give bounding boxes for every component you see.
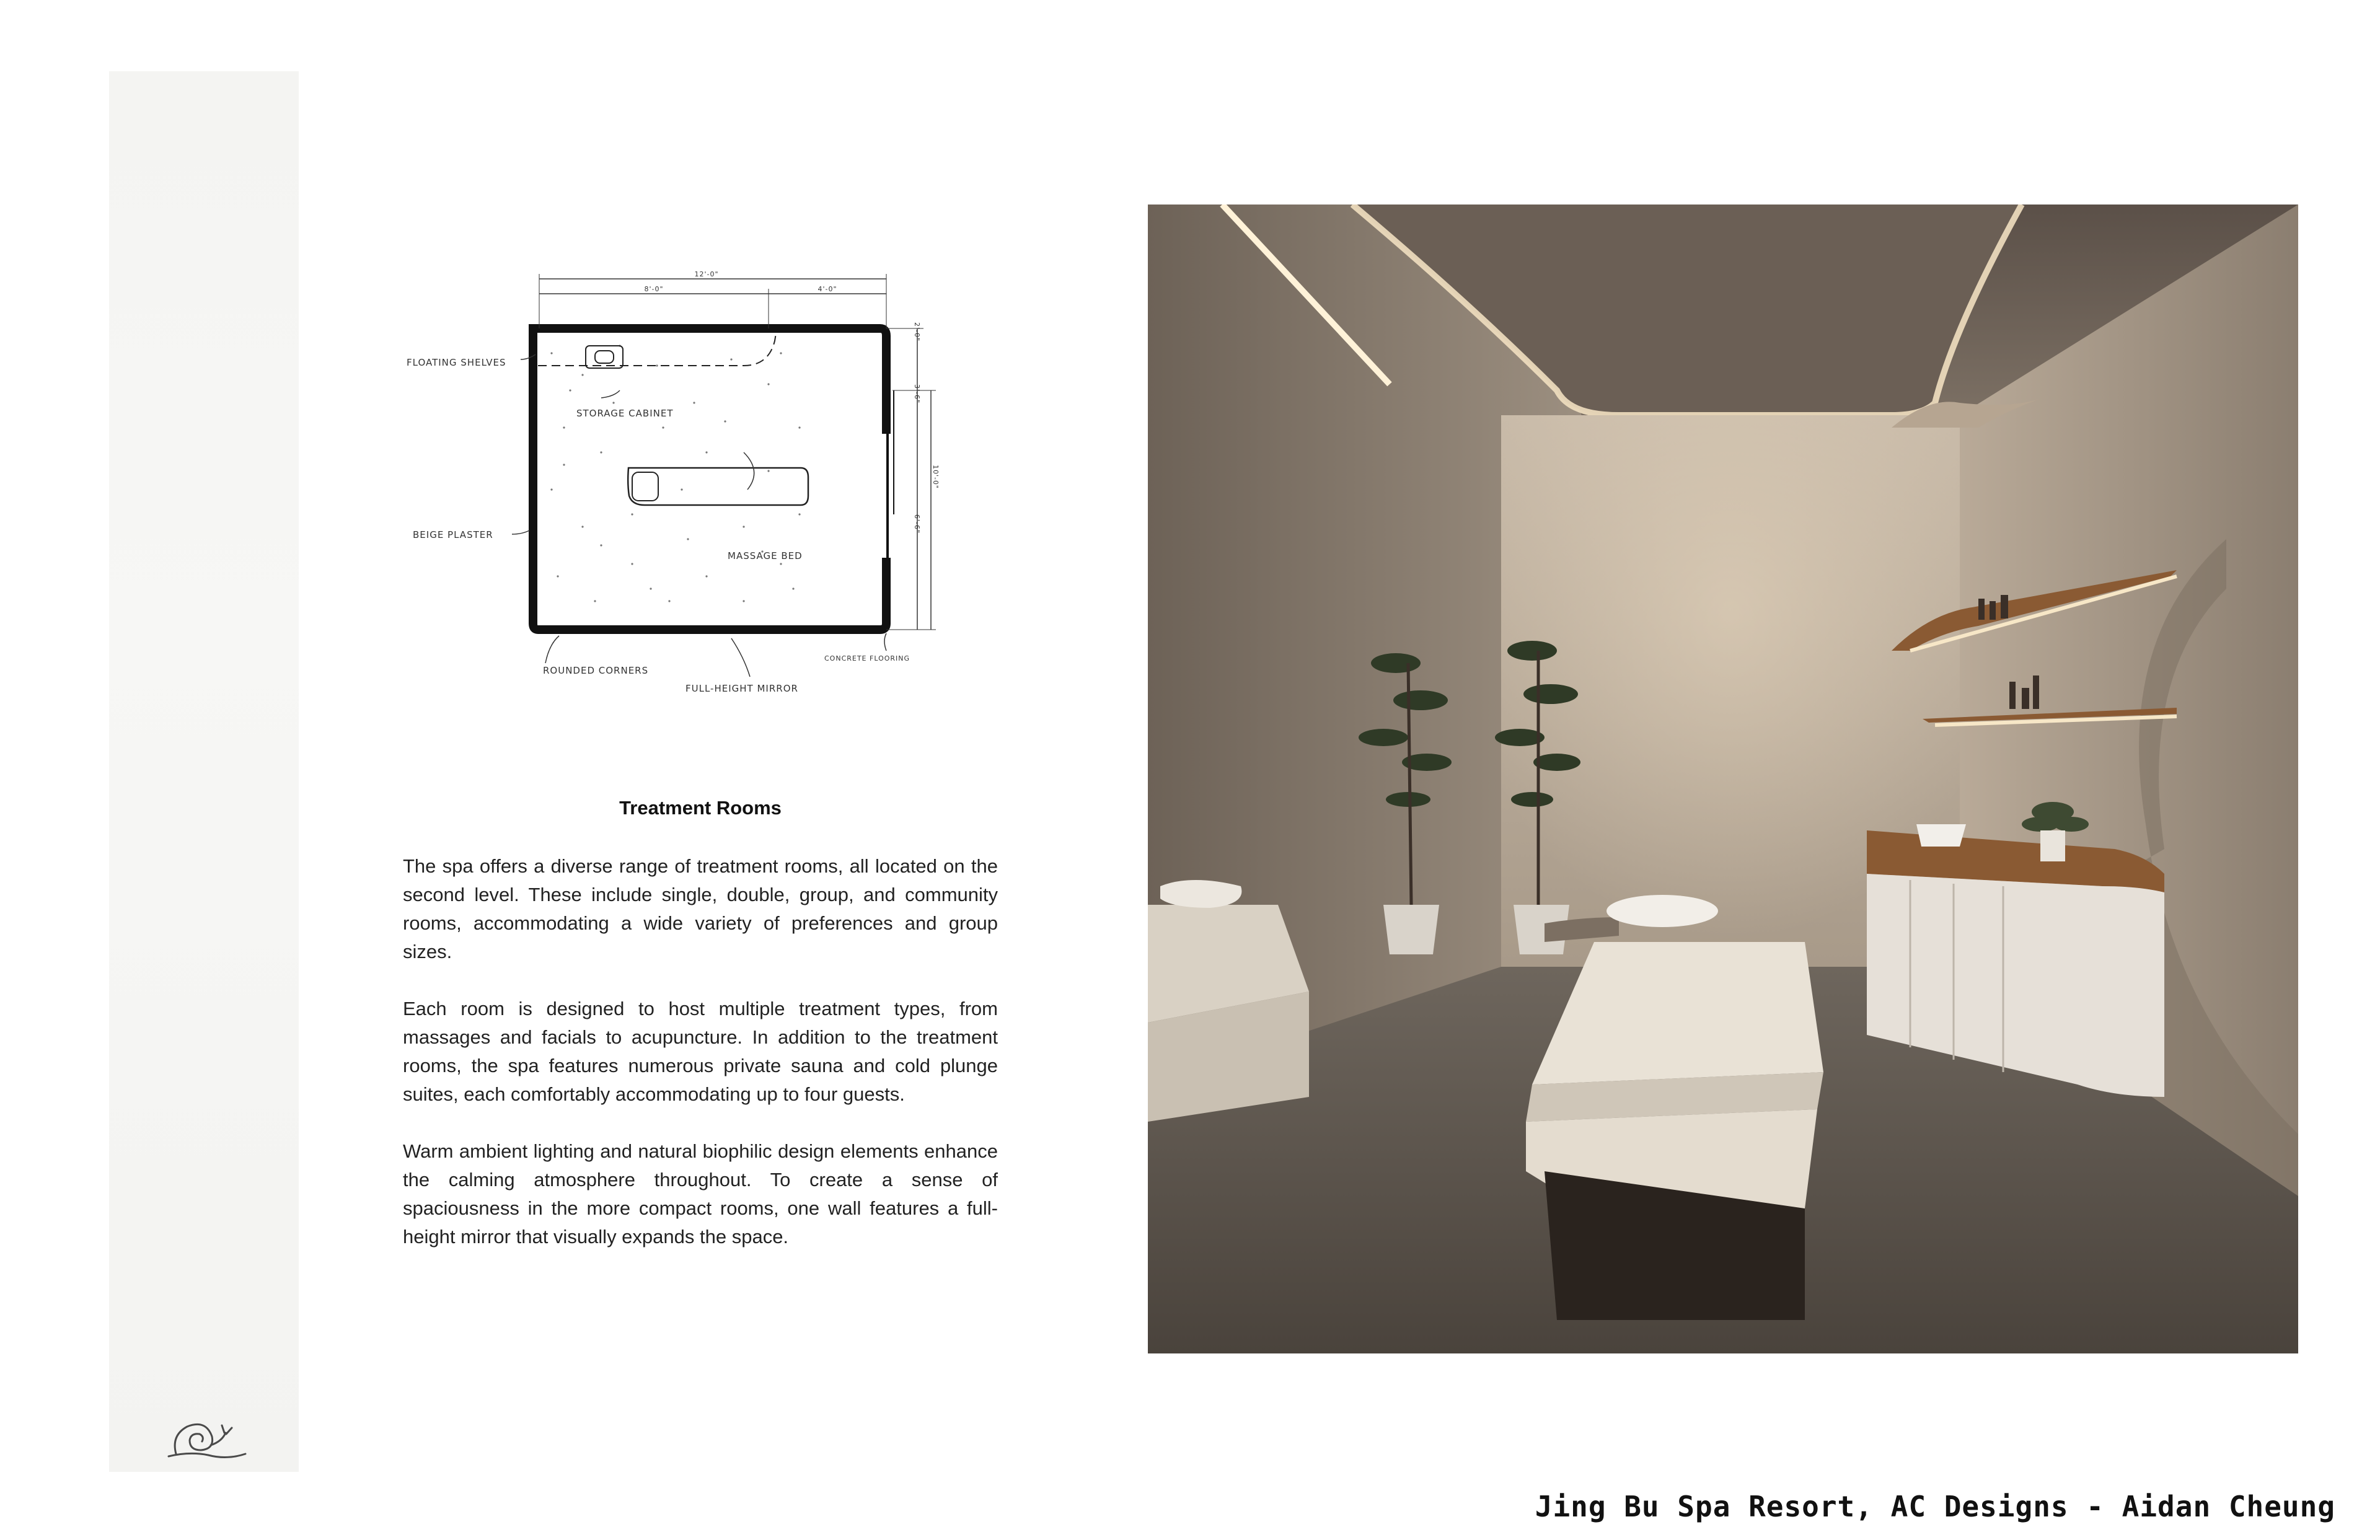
dim-right-segment: 4'-0" [818,285,837,293]
section-body [403,852,998,1280]
label-massage-bed: MASSAGE BED [728,550,803,561]
floor-plan-drawing [397,266,954,700]
dim-overall-height: 10'-0" [932,465,940,490]
dim-right-lower: 6'-6" [913,514,921,534]
dim-right-top: 2'-0" [913,322,921,342]
label-storage-cabinet: STORAGE CABINET [576,408,674,419]
snail-icon [165,1408,252,1464]
side-strip [109,71,299,1472]
footer-credit: Jing Bu Spa Resort, AC Designs - Aidan Cheung [1535,1490,2335,1523]
label-rounded-corners: ROUNDED CORNERS [543,665,649,676]
section-title: Treatment Rooms [619,797,782,819]
label-floating-shelves: FLOATING SHELVES [407,357,506,368]
paragraph-3: Warm ambient lighting and natural biophilic design elements enhance the calming atmosphere throughout. To create a sense of spaciousness in the more compact rooms, one wall features a full-height mirror that visually expands the space. [403,1140,998,1247]
paragraph-1: The spa offers a diverse range of treatment rooms, all located on the second level. These include single, double, group, and community rooms, accommodating a wide variety of preferences and group sizes. [403,855,998,962]
label-full-height-mirror: FULL-HEIGHT MIRROR [685,683,798,694]
dim-right-mid: 3'-6" [913,384,921,404]
label-beige-plaster: BEIGE PLASTER [413,529,493,540]
paragraph-2: Each room is designed to host multiple treatment types, from massages and facials to acupuncture. In addition to the treatment rooms, the spa features numerous private sauna and cold plunge suites, each comfortably accommodating up to four guests. [403,998,998,1105]
dim-left-segment: 8'-0" [644,285,664,293]
label-concrete-flooring: CONCRETE FLOORING [824,654,910,662]
dim-overall-width: 12'-0" [694,270,719,278]
treatment-room-render [1148,205,2298,1353]
